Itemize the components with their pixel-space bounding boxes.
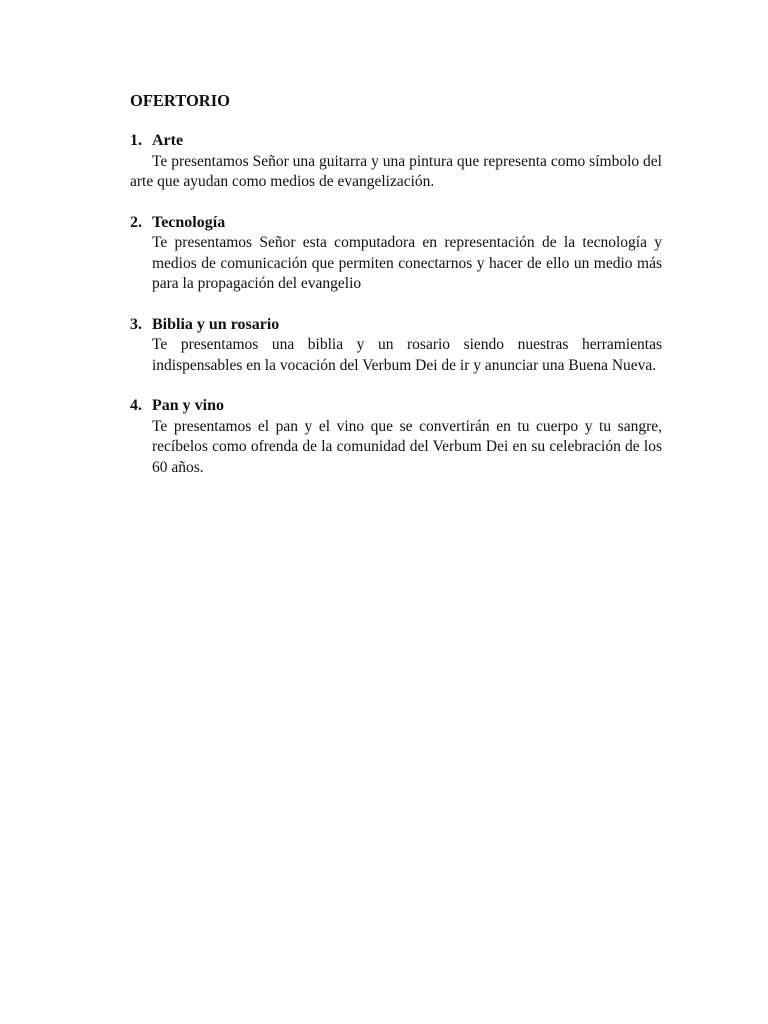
list-item-arte [130,131,662,193]
item-number: 2. [130,213,142,231]
item-heading: Arte [152,132,184,149]
item-text: Te presentamos una biblia y un rosario siendo nuestras herramientas indispensables en la vocación del Verbum Dei de ir y anunciar una Buena Nueva. [152,336,662,374]
item-number: 4. [130,397,142,414]
item-heading: Tecnología [152,213,226,231]
item-heading-row [130,213,662,234]
list-item-tecnologia [130,213,662,295]
item-heading-row [130,131,662,152]
list-item-pan-vino [130,396,662,478]
item-text: Te presentamos el pan y el vino que se convertirán en tu cuerpo y tu sangre, recíbelos como ofrenda de la comunidad del Verbum Dei en su celebración de los 60 años. [152,417,662,476]
item-heading-row [130,315,662,336]
item-number: 3. [130,315,142,333]
item-heading: Biblia y un rosario [152,315,280,333]
document-page [130,90,662,498]
item-heading: Pan y vino [152,397,225,414]
item-heading-row [130,396,662,417]
document-title: OFERTORIO [130,91,230,110]
item-text: Te presentamos Señor esta computadora en representación de la tecnología y medios de comunicación que permiten conectarnos y hacer de ello un medio más para la propagación del evangelio [152,234,662,292]
item-number: 1. [130,132,142,149]
list-item-biblia [130,315,662,377]
item-text: Te presentamos Señor una guitarra y una pintura que representa como símbolo del arte que ayudan como medios de evangelización. [130,152,662,190]
